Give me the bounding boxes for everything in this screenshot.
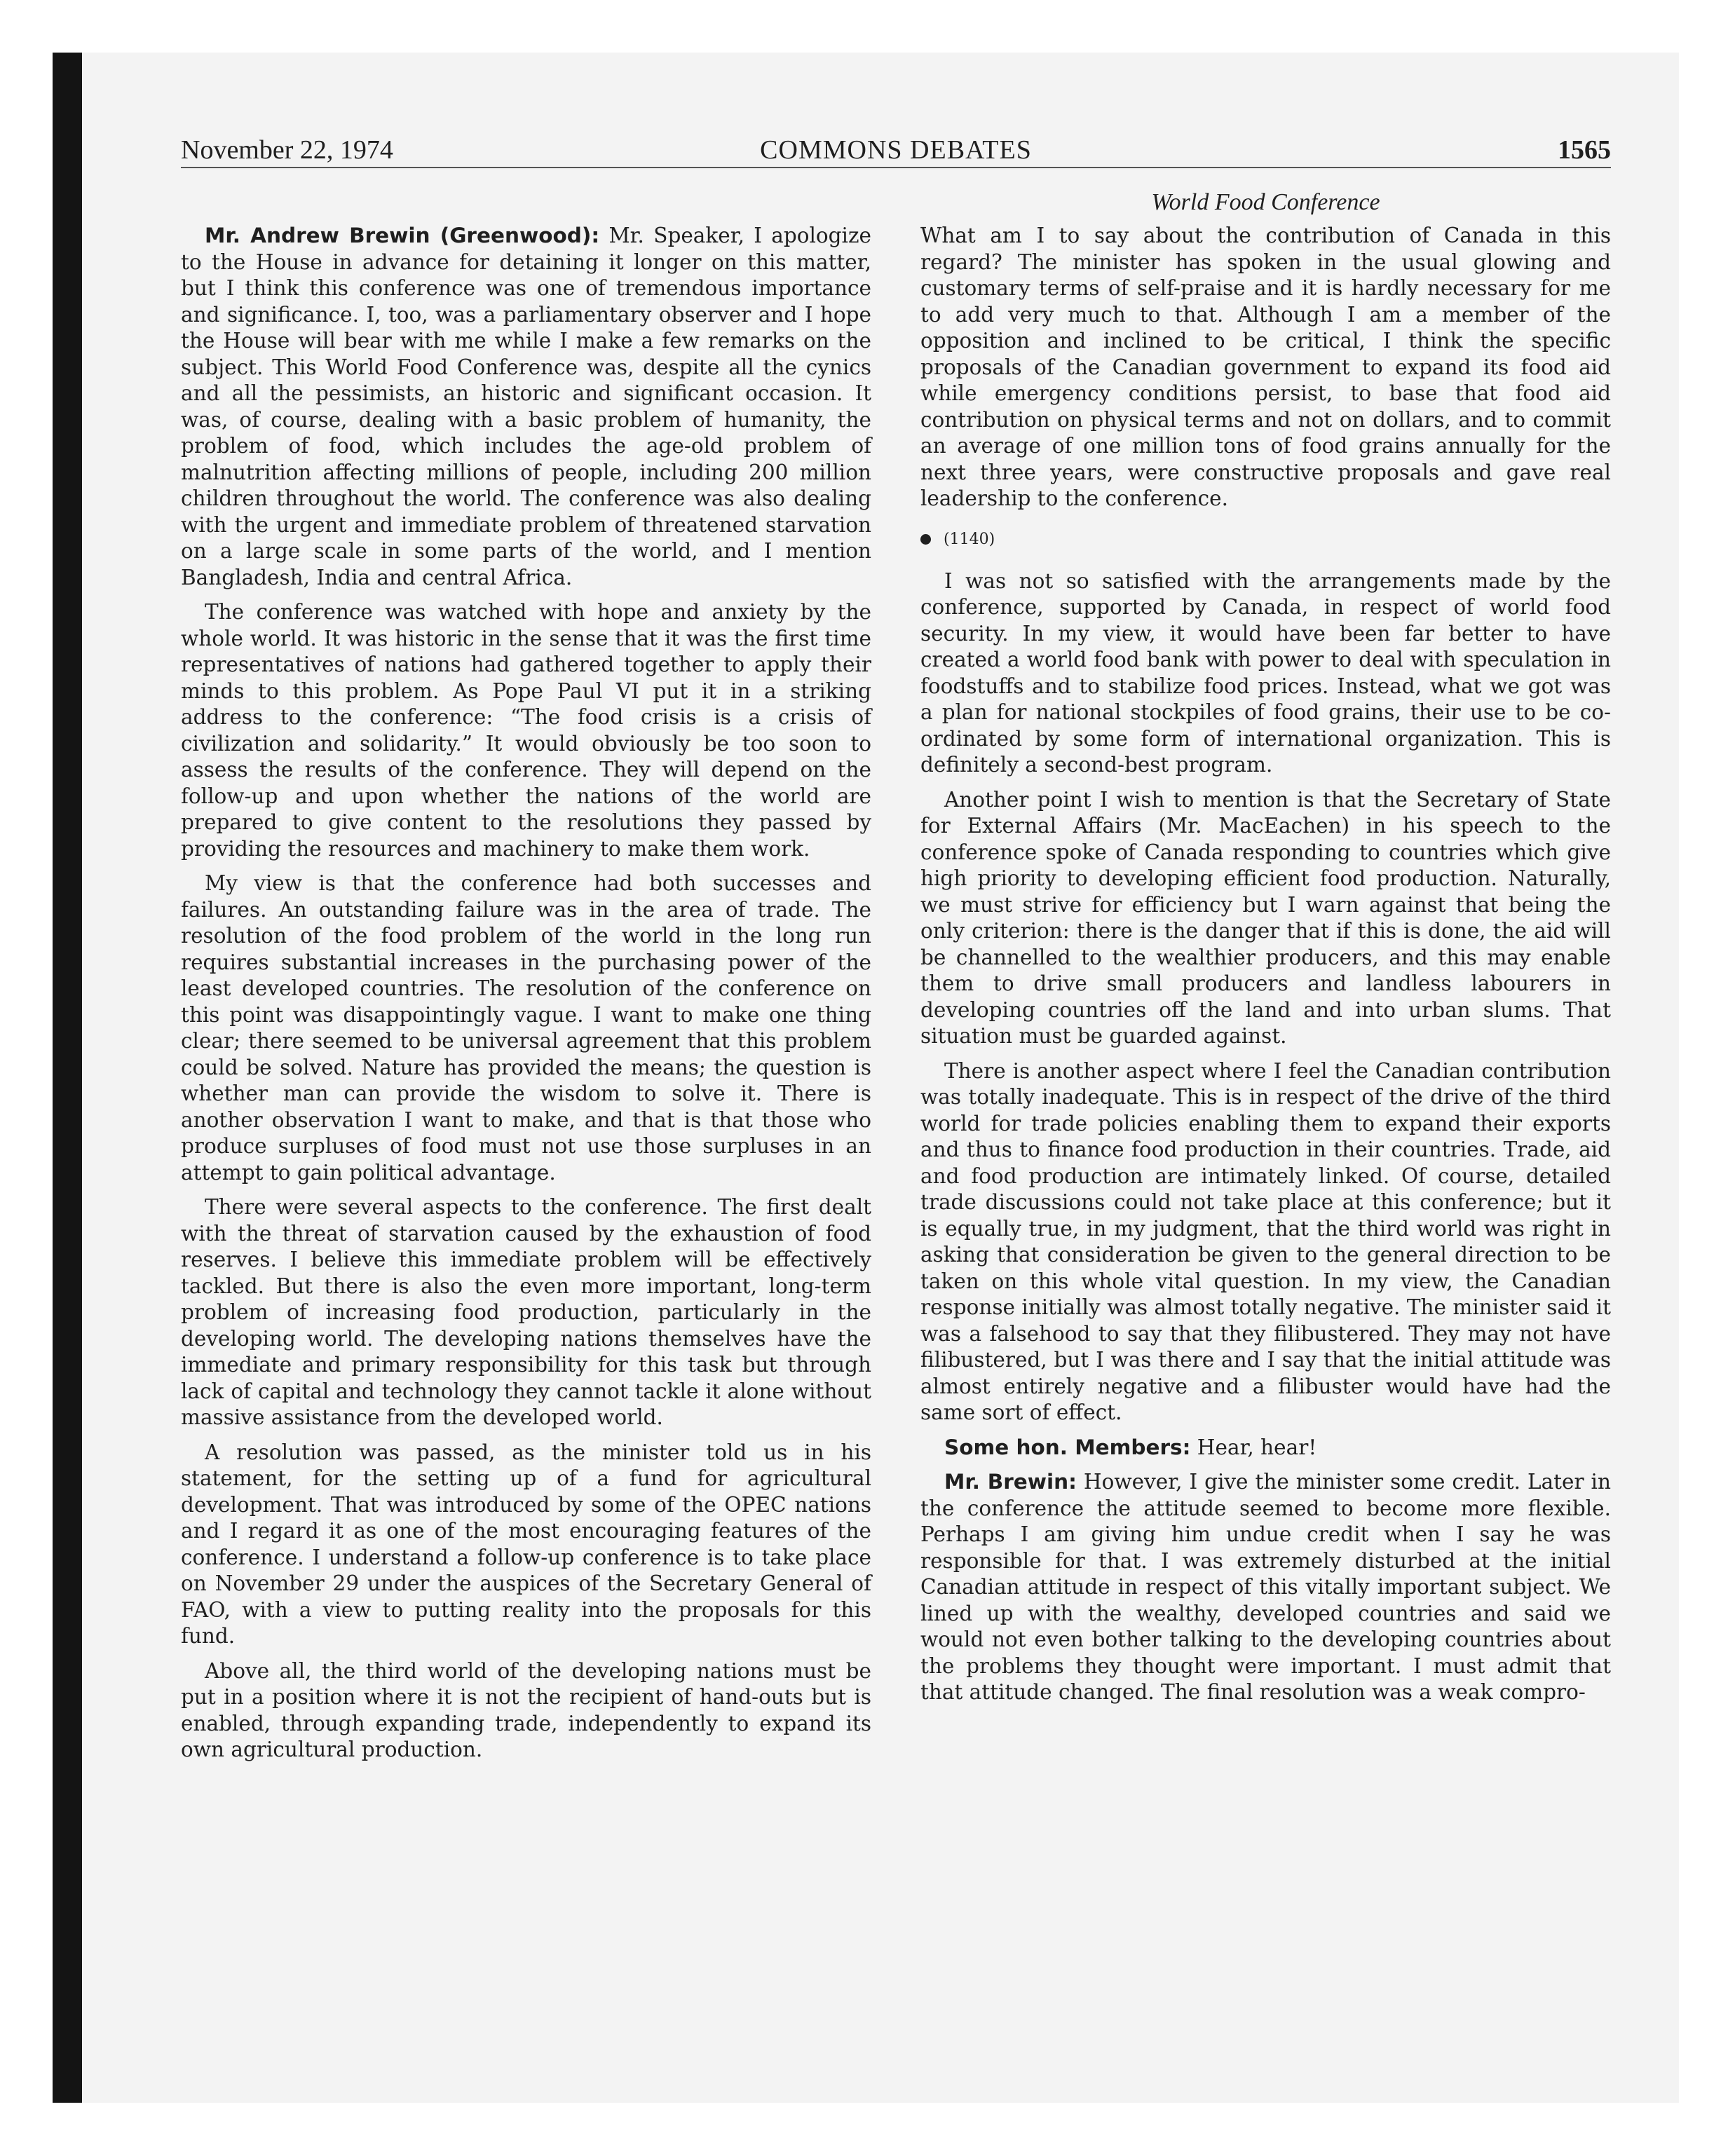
bullet-icon bbox=[920, 534, 931, 545]
header-publication: COMMONS DEBATES bbox=[760, 135, 1032, 165]
speaker-name: Some hon. Members: bbox=[944, 1435, 1191, 1459]
left-column bbox=[181, 223, 871, 1772]
left-paragraph-5: A resolution was passed, as the minister told us in his statement, for the setting up of a fund for agricultural development. That was introduced by some of the OPEC nations and I regard it as one of the most encouraging features of the conference. I understand a follow-up conference is to take place on November 29 under the auspices of the Secretary General of FAO, with a view to putting reality into the proposals for this fund. bbox=[181, 1440, 871, 1648]
time-marker-label: (1140) bbox=[944, 530, 995, 548]
right-paragraph-6 bbox=[920, 1469, 1611, 1706]
right-paragraph-1: What am I to say about the contribution of Canada in this regard? The minister has spoken in the usual glowing and customary terms of self-praise and it is hardly necessary for me to add very much to that. Although I am a member of the opposition and inclined to be critical, I think the specific proposals of the Canadian government to expand its food aid while emergency conditions persist, to base that food aid contribution on physical terms and not on dollars, and to commit an average of one million tons of food grains annually for the next three years, were constructive proposals and gave real leadership to the conference. bbox=[920, 224, 1611, 510]
left-paragraph-4: There were several aspects to the conference. The first dealt with the threat of starvation caused by the exhaustion of food reserves. I believe this immediate problem will be effectively tackled. But there is also the even more important, long-term problem of increasing food production, particularly in the developing world. The developing nations themselves have the immediate and primary responsibility for this task but through lack of capital and technology they cannot tackle it alone without massive assistance from the developed world. bbox=[181, 1195, 871, 1429]
left-paragraph-6: Above all, the third world of the developing nations must be put in a position where it is not the recipient of hand-outs but is enabled, through expanding trade, independently to expand its own agricultural production. bbox=[181, 1658, 871, 1761]
paragraph-text: Hear, hear! bbox=[1190, 1435, 1317, 1459]
hansard-page bbox=[181, 133, 1611, 1761]
section-title: World Food Conference bbox=[1151, 189, 1380, 215]
right-column bbox=[920, 188, 1611, 1714]
time-marker bbox=[920, 529, 1611, 550]
left-paragraph-1 bbox=[181, 223, 871, 591]
paragraph-text: Mr. Speaker, I apologize to the House in advance for detaining it longer on this matter, but I think this conference was one of tremendous importance and significance. I, too, was a parliamentary observer and I hope the House will bear with me while I make a few remarks on the subject. This World Food Conference was, despite all the cynics and all the pessimists, an historic and significant occasion. It was, of course, dealing with a basic problem of humanity, the problem of food, which includes the age-old problem of malnutrition affecting millions of people, including 200 million children throughout the world. The conference was also dealing with the urgent and immediate problem of threatened starvation on a large scale in some parts of the world, and I mention Bangladesh, India and central Africa. bbox=[181, 224, 871, 589]
header-date: November 22, 1974 bbox=[181, 135, 393, 165]
speaker-name: Mr. Brewin: bbox=[944, 1470, 1077, 1494]
right-paragraph-4: There is another aspect where I feel the Canadian contribution was totally inadequate. This is in respect of the drive of the third world for trade policies enabling them to expand their exports and thus to finance food production in their countries. Trade, aid and food production are intimately linked. Of course, detailed trade discussions could not take place at this conference; but it is equally true, in my judgment, that the third world was right in asking that consideration be given to the general direction to be taken on this whole vital question. In my view, the Canadian response initially was almost totally negative. The minister said it was a falsehood to say that they filibustered. They may not have filibustered, but I was there and I say that the initial attitude was almost entirely negative and a filibuster would have had the same sort of effect. bbox=[920, 1058, 1611, 1424]
running-head bbox=[181, 133, 1611, 168]
paragraph-text: However, I give the minister some credit. Later in the conference the attitude seemed to become more flexible. Perhaps I am giving him undue credit when I say he was responsible for that. I was extremely disturbed at the initial Canadian attitude in respect of this vitally important subject. We lined up with the wealthy, developed countries and said we would not even bother talking to the developing countries about the problems they thought were important. I must admit that that attitude changed. The final resolution was a weak compro- bbox=[920, 1470, 1611, 1704]
header-page-number: 1565 bbox=[1558, 135, 1611, 165]
right-paragraph-5 bbox=[920, 1435, 1611, 1461]
left-paragraph-3: My view is that the conference had both successes and failures. An outstanding failure was in the area of trade. The resolution of the food problem of the world in the long run requires substantial increases in the purchasing power of the least developed countries. The resolution of the conference on this point was disappointingly vague. I want to make one thing clear; there seemed to be universal agreement that this problem could be solved. Nature has provided the means; the question is whether man can provide the wisdom to solve it. There is another observation I want to make, and that is that those who produce surpluses of food must not use those surpluses in an attempt to gain political advantage. bbox=[181, 871, 871, 1185]
speaker-name: Mr. Andrew Brewin (Greenwood): bbox=[205, 224, 600, 247]
right-paragraph-2: I was not so satisfied with the arrangements made by the conference, supported by Canada, in respect of world food security. In my view, it would have been far better to have created a world food bank with power to deal with speculation in foodstuffs and to stabilize food prices. Instead, what we got was a plan for national stockpiles of food grains, their use to be co-ordinated by some form of international organization. This is definitely a second-best program. bbox=[920, 568, 1611, 777]
left-paragraph-2: The conference was watched with hope and anxiety by the whole world. It was historic in the sense that it was the first time representatives of nations had gathered together to apply their minds to this problem. As Pope Paul VI put it in a striking address to the conference: “The food crisis is a crisis of civilization and solidarity.” It would obviously be too soon to assess the results of the conference. They will depend on the follow-up and upon whether the nations of the world are prepared to give content to the resolutions they passed by providing the resources and machinery to make them work. bbox=[181, 600, 871, 861]
binding-edge bbox=[53, 53, 82, 2103]
right-paragraph-3: Another point I wish to mention is that the Secretary of State for External Affairs (Mr. MacEachen) in his speech to the conference spoke of Canada responding to countries which give high priority to developing efficient food production. Naturally, we must strive for efficiency but I warn against that being the only criterion: there is the danger that if this is done, the aid will be channelled to the wealthier producers, and this may enable them to drive small producers and landless labourers in developing countries off the land and into urban slums. That situation must be guarded against. bbox=[920, 787, 1611, 1048]
